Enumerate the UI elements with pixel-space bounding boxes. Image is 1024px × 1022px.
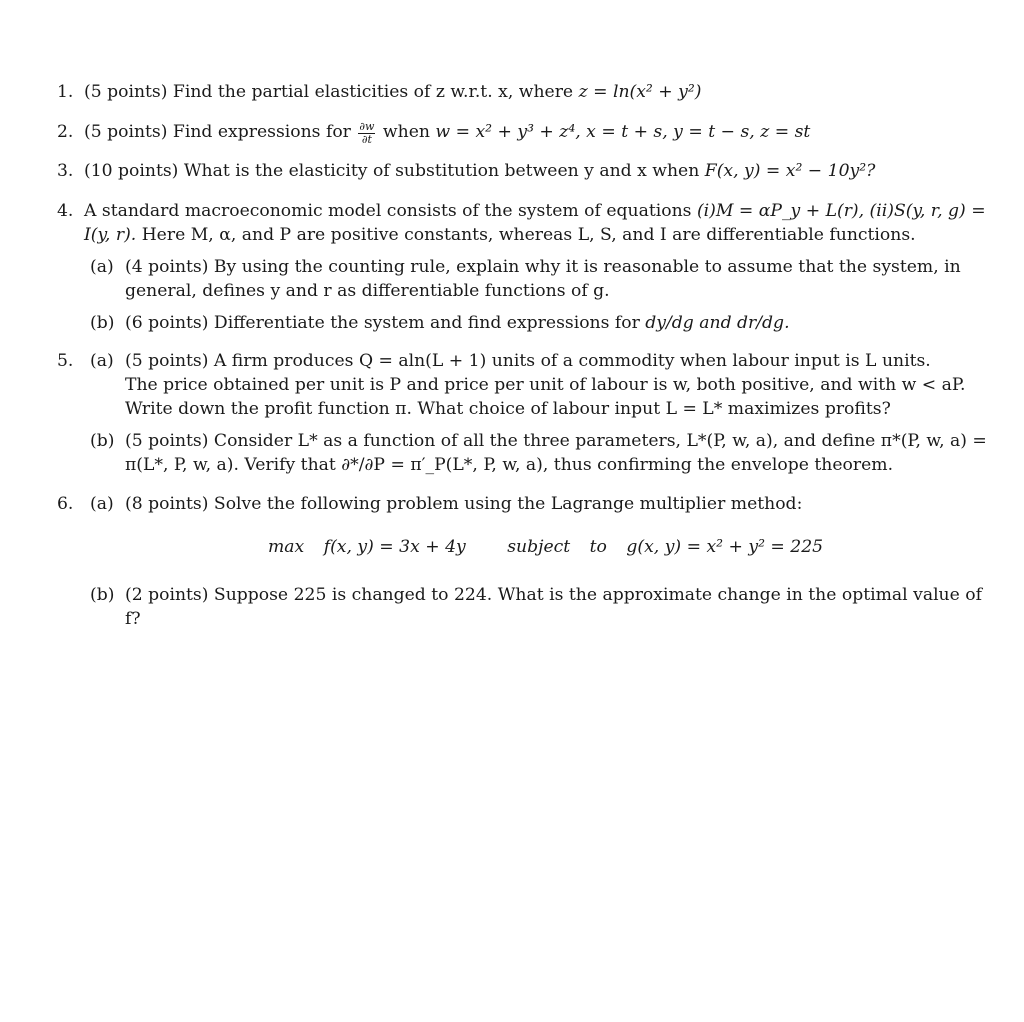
q6-eq-g: g(x, y) = x² + y² = 225	[626, 537, 824, 557]
q5b-line1: (5 points) Consider L* as a function of all the three parameters, L*(P, w, a), and define π*(P, w, a) =	[125, 431, 987, 451]
q3-text: (10 points) What is the elasticity of substitution between y and x when	[84, 161, 705, 181]
q6b-line2: f?	[125, 609, 141, 629]
q4a-line2: general, defines y and r as differentiable functions of g.	[125, 281, 610, 301]
q5b-label: (b)	[90, 431, 115, 451]
q2-number: 2.	[57, 122, 74, 142]
q5a-label: (a)	[90, 351, 114, 371]
q6b-line1: (2 points) Suppose 225 is changed to 224. What is the approximate change in the optimal value of	[125, 585, 982, 605]
q1-text: (5 points) Find the partial elasticities of z w.r.t. x, where	[84, 82, 579, 102]
q4-number: 4.	[57, 201, 74, 221]
q4-line1-math: (i)M = αP_y + L(r), (ii)S(y, r, g) =	[696, 201, 986, 221]
q4-line2-text: Here M, α, and P are positive constants, whereas L, S, and I are differentiable functions.	[136, 225, 916, 245]
q6-eq-subject: subject	[507, 537, 571, 557]
q2-frac-den: ∂t	[361, 133, 372, 146]
q5a-line3: Write down the profit function π. What choice of labour input L = L* maximizes profits?	[125, 399, 891, 419]
q2-text2: when	[377, 122, 436, 142]
q4b-text: (6 points) Differentiate the system and find expressions for	[125, 313, 646, 333]
q4-line1	[84, 199, 986, 223]
q6-eq-f: f(x, y) = 3x + 4y	[323, 537, 466, 557]
q4b-math: dy/dg and dr/dg.	[645, 313, 790, 333]
q1-number: 1.	[57, 82, 74, 102]
q4-line2	[84, 223, 916, 247]
q2-math: w = x² + y³ + z⁴, x = t + s, y = t − s, z = st	[435, 122, 811, 142]
q3-math: F(x, y) = x² − 10y²?	[704, 161, 876, 181]
q4b-line	[125, 311, 790, 335]
q5a-line2: The price obtained per unit is P and price per unit of labour is w, both positive, and with w < aP.	[125, 375, 966, 395]
q6-equation	[268, 535, 823, 559]
q1-line	[84, 80, 701, 104]
q5b-line2: π(L*, P, w, a). Verify that ∂*/∂P = π′_P(L*, P, w, a), thus confirming the envelope theorem.	[125, 455, 894, 475]
q4b-label: (b)	[90, 313, 115, 333]
q2-line	[84, 120, 810, 146]
q5-number: 5.	[57, 351, 74, 371]
q5a-line1: (5 points) A firm produces Q = aln(L + 1) units of a commodity when labour input is L units.	[125, 351, 931, 371]
q1-math: z = ln(x² + y²)	[578, 82, 702, 102]
q2-frac-num: ∂w	[359, 120, 375, 133]
q6a-label: (a)	[90, 494, 114, 514]
q2-fraction	[358, 121, 375, 146]
q3-number: 3.	[57, 161, 74, 181]
q6-eq-max: max	[268, 537, 305, 557]
q4-line2-math: I(y, r).	[84, 225, 137, 245]
q6a-line: (8 points) Solve the following problem using the Lagrange multiplier method:	[125, 494, 803, 514]
q6-eq-to: to	[589, 537, 607, 557]
q6b-label: (b)	[90, 585, 115, 605]
q2-text: (5 points) Find expressions for	[84, 122, 357, 142]
q4a-label: (a)	[90, 257, 114, 277]
q4a-line1: (4 points) By using the counting rule, explain why it is reasonable to assume that the system, in	[125, 257, 961, 277]
q3-line	[84, 159, 875, 183]
q4-line1-text: A standard macroeconomic model consists of the system of equations	[84, 201, 697, 221]
q6-number: 6.	[57, 494, 74, 514]
